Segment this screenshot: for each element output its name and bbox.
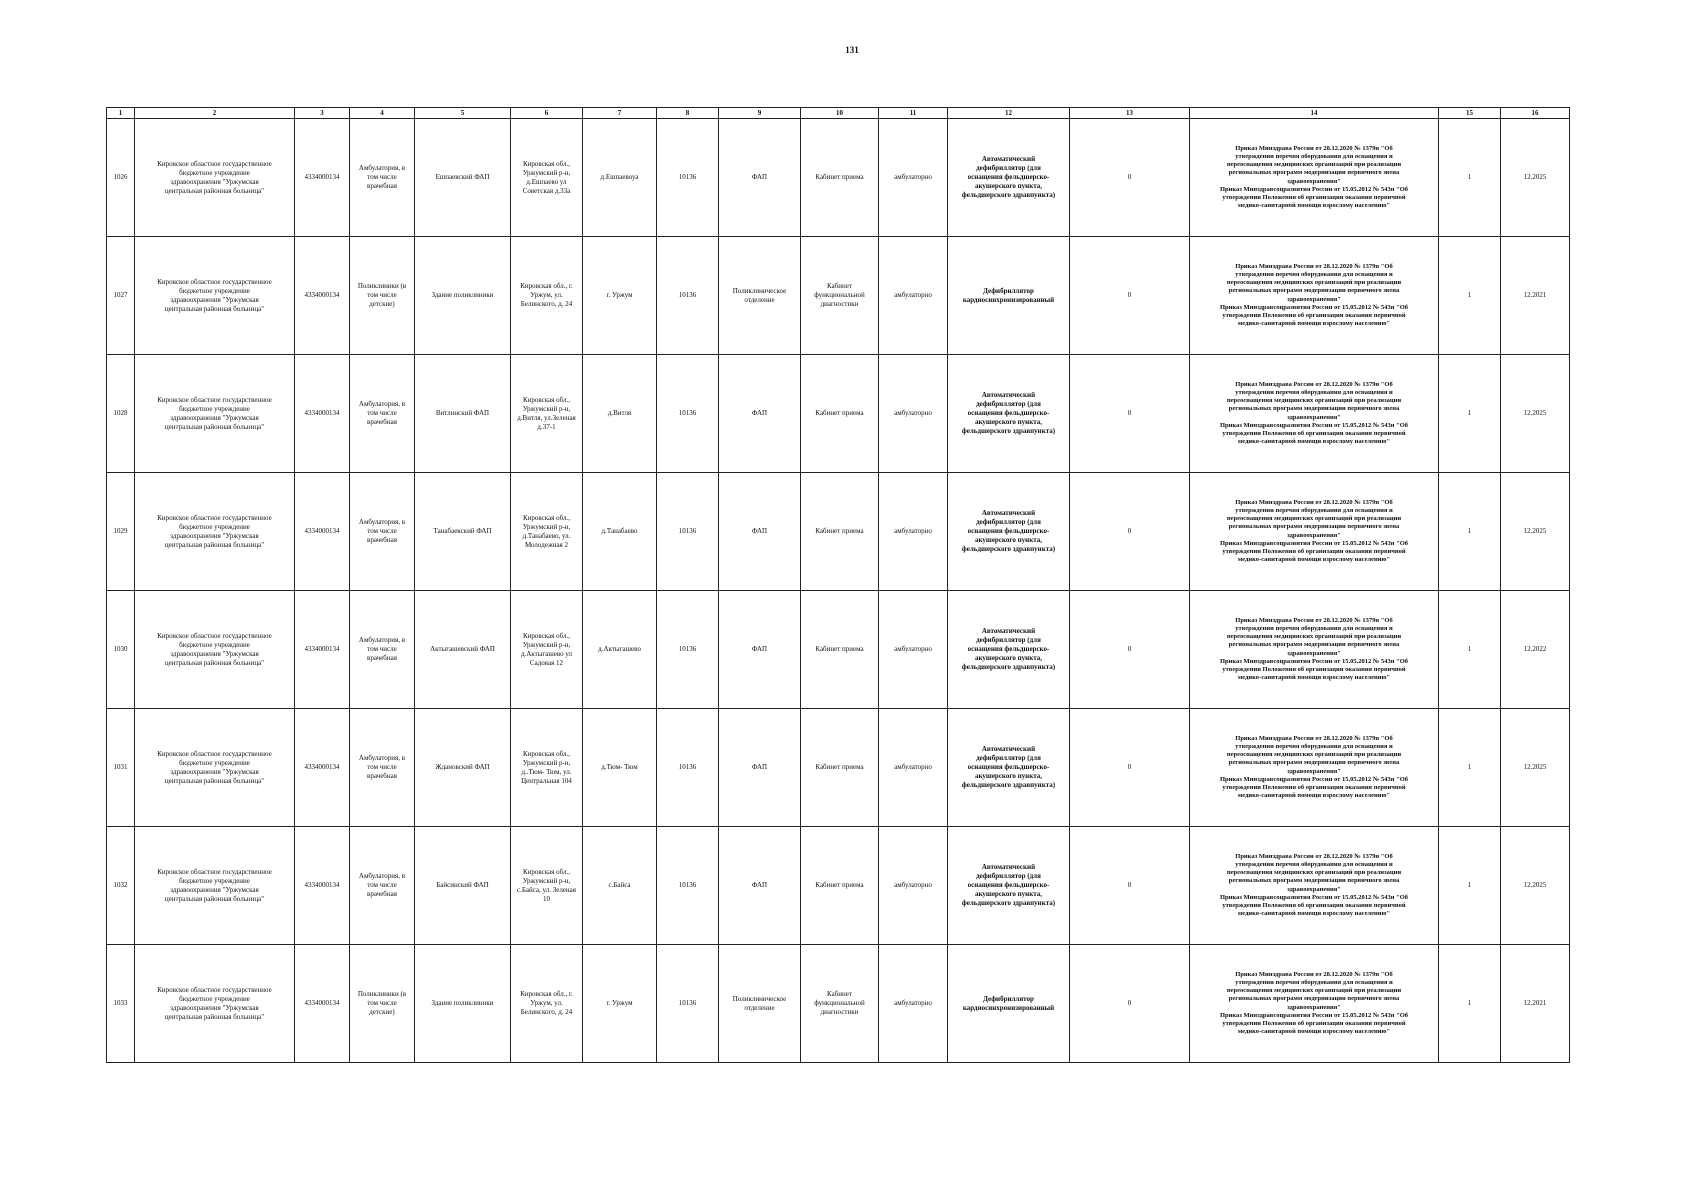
settlement: г. Уржум xyxy=(583,237,657,355)
table-row xyxy=(107,591,1570,709)
row-number: 1027 xyxy=(107,237,135,355)
equipment-name: Автоматический дефибриллятор (для оснащения фельдшерско- акушерского пункта, фельдшерского здравпункта) xyxy=(948,591,1070,709)
inn: 4334000134 xyxy=(295,945,350,1063)
row-number: 1033 xyxy=(107,945,135,1063)
address: Кировская обл., г. Уржум, ул. Белинского, д. 24 xyxy=(511,945,583,1063)
code: 10136 xyxy=(657,945,719,1063)
regulatory-document: Приказ Минздрава России от 28.12.2020 № 1379н "Об утверждении перечня оборудования для оснащения и переоснащения медицинских организаций при реализации региональных программ модернизации первичного звена здравоохранения" Приказ Минздравсоцразвития России от 15.05.2012 № 543н "Об утверждении Положения об организации оказания первичной медико-санитарной помощи взрослому населению" xyxy=(1190,237,1439,355)
settlement: д.Актыгашево xyxy=(583,591,657,709)
department: Поликлиническое отделение xyxy=(719,237,801,355)
facility-type: Амбулатория, в том числе врачебная xyxy=(350,473,415,591)
regulatory-document: Приказ Минздрава России от 28.12.2020 № 1379н "Об утверждении перечня оборудования для оснащения и переоснащения медицинских организаций при реализации региональных программ модернизации первичного звена здравоохранения" Приказ Минздравсоцразвития России от 15.05.2012 № 543н "Об утверждении Положения об организации оказания первичной медико-санитарной помощи взрослому населению" xyxy=(1190,827,1439,945)
required-quantity: 1 xyxy=(1439,237,1501,355)
column-number: 10 xyxy=(801,108,879,119)
table-row xyxy=(107,945,1570,1063)
organization-name: Кировское областное государственное бюджетное учреждение здравоохранения "Уржумская центральная районная больница" xyxy=(135,709,295,827)
care-mode: амбулаторно xyxy=(879,473,948,591)
regulatory-document: Приказ Минздрава России от 28.12.2020 № 1379н "Об утверждении перечня оборудования для оснащения и переоснащения медицинских организаций при реализации региональных программ модернизации первичного звена здравоохранения" Приказ Минздравсоцразвития России от 15.05.2012 № 543н "Об утверждении Положения об организации оказания первичной медико-санитарной помощи взрослому населению" xyxy=(1190,709,1439,827)
room: Кабинет приема xyxy=(801,473,879,591)
equipment-name: Автоматический дефибриллятор (для оснащения фельдшерско- акушерского пункта, фельдшерского здравпункта) xyxy=(948,119,1070,237)
column-number: 11 xyxy=(879,108,948,119)
room: Кабинет функциональной диагностики xyxy=(801,237,879,355)
code: 10136 xyxy=(657,355,719,473)
inn: 4334000134 xyxy=(295,355,350,473)
room: Кабинет приема xyxy=(801,355,879,473)
required-quantity: 1 xyxy=(1439,709,1501,827)
column-number: 7 xyxy=(583,108,657,119)
code: 10136 xyxy=(657,591,719,709)
regulatory-document: Приказ Минздрава России от 28.12.2020 № 1379н "Об утверждении перечня оборудования для оснащения и переоснащения медицинских организаций при реализации региональных программ модернизации первичного звена здравоохранения" Приказ Минздравсоцразвития России от 15.05.2012 № 543н "Об утверждении Положения об организации оказания первичной медико-санитарной помощи взрослому населению" xyxy=(1190,473,1439,591)
department: Поликлиническое отделение xyxy=(719,945,801,1063)
available-quantity: 0 xyxy=(1070,119,1190,237)
regulatory-document: Приказ Минздрава России от 28.12.2020 № 1379н "Об утверждении перечня оборудования для оснащения и переоснащения медицинских организаций при реализации региональных программ модернизации первичного звена здравоохранения" Приказ Минздравсоцразвития России от 15.05.2012 № 543н "Об утверждении Положения об организации оказания первичной медико-санитарной помощи взрослому населению" xyxy=(1190,355,1439,473)
organization-name: Кировское областное государственное бюджетное учреждение здравоохранения "Уржумская центральная районная больница" xyxy=(135,591,295,709)
unit-name: Танабаевский ФАП xyxy=(415,473,511,591)
column-number: 14 xyxy=(1190,108,1439,119)
delivery-date: 12.2022 xyxy=(1501,591,1570,709)
address: Кировская обл., г. Уржум, ул. Белинского, д. 24 xyxy=(511,237,583,355)
settlement: д.Ешпаевоуа xyxy=(583,119,657,237)
unit-name: Байсинский ФАП xyxy=(415,827,511,945)
table-row xyxy=(107,709,1570,827)
column-number: 1 xyxy=(107,108,135,119)
inn: 4334000134 xyxy=(295,827,350,945)
available-quantity: 0 xyxy=(1070,591,1190,709)
code: 10136 xyxy=(657,827,719,945)
settlement: д.Витля xyxy=(583,355,657,473)
address: Кировская обл., Уржумский р-н, д..Тюм- Тюм, ул. Центральная 104 xyxy=(511,709,583,827)
care-mode: амбулаторно xyxy=(879,119,948,237)
settlement: с.Байса xyxy=(583,827,657,945)
room: Кабинет приема xyxy=(801,709,879,827)
code: 10136 xyxy=(657,237,719,355)
care-mode: амбулаторно xyxy=(879,355,948,473)
care-mode: амбулаторно xyxy=(879,827,948,945)
column-number: 8 xyxy=(657,108,719,119)
available-quantity: 0 xyxy=(1070,827,1190,945)
equipment-name: Дефибриллятор кардиосинхронизированный xyxy=(948,945,1070,1063)
facility-type: Амбулатория, в том числе врачебная xyxy=(350,709,415,827)
delivery-date: 12.2025 xyxy=(1501,473,1570,591)
column-number: 3 xyxy=(295,108,350,119)
facility-type: Поликлиники (в том числе детские) xyxy=(350,945,415,1063)
code: 10136 xyxy=(657,709,719,827)
settlement: д.Тюм- Тюм xyxy=(583,709,657,827)
care-mode: амбулаторно xyxy=(879,709,948,827)
column-number: 16 xyxy=(1501,108,1570,119)
row-number: 1032 xyxy=(107,827,135,945)
equipment-name: Автоматический дефибриллятор (для оснащения фельдшерско- акушерского пункта, фельдшерского здравпункта) xyxy=(948,709,1070,827)
required-quantity: 1 xyxy=(1439,945,1501,1063)
room: Кабинет функциональной диагностики xyxy=(801,945,879,1063)
delivery-date: 12.2025 xyxy=(1501,119,1570,237)
settlement: г. Уржум xyxy=(583,945,657,1063)
required-quantity: 1 xyxy=(1439,827,1501,945)
required-quantity: 1 xyxy=(1439,591,1501,709)
column-number: 12 xyxy=(948,108,1070,119)
inn: 4334000134 xyxy=(295,237,350,355)
equipment-table xyxy=(106,107,1570,1063)
row-number: 1026 xyxy=(107,119,135,237)
required-quantity: 1 xyxy=(1439,119,1501,237)
column-number: 5 xyxy=(415,108,511,119)
inn: 4334000134 xyxy=(295,473,350,591)
regulatory-document: Приказ Минздрава России от 28.12.2020 № 1379н "Об утверждении перечня оборудования для оснащения и переоснащения медицинских организаций при реализации региональных программ модернизации первичного звена здравоохранения" Приказ Минздравсоцразвития России от 15.05.2012 № 543н "Об утверждении Положения об организации оказания первичной медико-санитарной помощи взрослому населению" xyxy=(1190,119,1439,237)
delivery-date: 12.2025 xyxy=(1501,827,1570,945)
column-number: 4 xyxy=(350,108,415,119)
unit-name: Ешпаевский ФАП xyxy=(415,119,511,237)
unit-name: Здание поликлиники xyxy=(415,945,511,1063)
care-mode: амбулаторно xyxy=(879,945,948,1063)
inn: 4334000134 xyxy=(295,119,350,237)
column-number-row xyxy=(107,108,1570,119)
department: ФАП xyxy=(719,709,801,827)
address: Кировская обл., Уржумский р-н, д.Витля, ул.Зеленая д.37-1 xyxy=(511,355,583,473)
address: Кировская обл., Уржумский р-н, д.Актыгашево ул Садовая 12 xyxy=(511,591,583,709)
address: Кировская обл., Уржумский р-н, с.Байса, ул. Зеленая 10 xyxy=(511,827,583,945)
regulatory-document: Приказ Минздрава России от 28.12.2020 № 1379н "Об утверждении перечня оборудования для оснащения и переоснащения медицинских организаций при реализации региональных программ модернизации первичного звена здравоохранения" Приказ Минздравсоцразвития России от 15.05.2012 № 543н "Об утверждении Положения об организации оказания первичной медико-санитарной помощи взрослому населению" xyxy=(1190,591,1439,709)
organization-name: Кировское областное государственное бюджетное учреждение здравоохранения "Уржумская центральная районная больница" xyxy=(135,945,295,1063)
inn: 4334000134 xyxy=(295,709,350,827)
column-number: 13 xyxy=(1070,108,1190,119)
table-row xyxy=(107,355,1570,473)
delivery-date: 12.2025 xyxy=(1501,709,1570,827)
page-number: 131 xyxy=(845,45,859,55)
organization-name: Кировское областное государственное бюджетное учреждение здравоохранения "Уржумская центральная районная больница" xyxy=(135,355,295,473)
room: Кабинет приема xyxy=(801,591,879,709)
table-row xyxy=(107,119,1570,237)
column-number: 9 xyxy=(719,108,801,119)
column-number: 2 xyxy=(135,108,295,119)
required-quantity: 1 xyxy=(1439,473,1501,591)
inn: 4334000134 xyxy=(295,591,350,709)
equipment-name: Автоматический дефибриллятор (для оснащения фельдшерско- акушерского пункта, фельдшерского здравпункта) xyxy=(948,827,1070,945)
available-quantity: 0 xyxy=(1070,709,1190,827)
organization-name: Кировское областное государственное бюджетное учреждение здравоохранения "Уржумская центральная районная больница" xyxy=(135,237,295,355)
row-number: 1030 xyxy=(107,591,135,709)
department: ФАП xyxy=(719,119,801,237)
row-number: 1029 xyxy=(107,473,135,591)
care-mode: амбулаторно xyxy=(879,591,948,709)
table-row xyxy=(107,827,1570,945)
settlement: д.Танабаево xyxy=(583,473,657,591)
table-row xyxy=(107,473,1570,591)
equipment-name: Автоматический дефибриллятор (для оснащения фельдшерско- акушерского пункта, фельдшерского здравпункта) xyxy=(948,473,1070,591)
code: 10136 xyxy=(657,473,719,591)
room: Кабинет приема xyxy=(801,119,879,237)
facility-type: Амбулатория, в том числе врачебная xyxy=(350,119,415,237)
unit-name: Актыгашевский ФАП xyxy=(415,591,511,709)
care-mode: амбулаторно xyxy=(879,237,948,355)
room: Кабинет приема xyxy=(801,827,879,945)
regulatory-document: Приказ Минздрава России от 28.12.2020 № 1379н "Об утверждении перечня оборудования для оснащения и переоснащения медицинских организаций при реализации региональных программ модернизации первичного звена здравоохранения" Приказ Минздравсоцразвития России от 15.05.2012 № 543н "Об утверждении Положения об организации оказания первичной медико-санитарной помощи взрослому населению" xyxy=(1190,945,1439,1063)
column-number: 6 xyxy=(511,108,583,119)
department: ФАП xyxy=(719,473,801,591)
address: Кировская обл., Уржумский р-н, д.Ешпаево ул Советская д.33а xyxy=(511,119,583,237)
delivery-date: 12.2021 xyxy=(1501,237,1570,355)
unit-name: Здание поликлиники xyxy=(415,237,511,355)
department: ФАП xyxy=(719,827,801,945)
equipment-name: Дефибриллятор кардиосинхронизированный xyxy=(948,237,1070,355)
facility-type: Амбулатория, в том числе врачебная xyxy=(350,591,415,709)
equipment-name: Автоматический дефибриллятор (для оснащения фельдшерско- акушерского пункта, фельдшерского здравпункта) xyxy=(948,355,1070,473)
delivery-date: 12.2021 xyxy=(1501,945,1570,1063)
available-quantity: 0 xyxy=(1070,473,1190,591)
facility-type: Амбулатория, в том числе врачебная xyxy=(350,355,415,473)
available-quantity: 0 xyxy=(1070,355,1190,473)
organization-name: Кировское областное государственное бюджетное учреждение здравоохранения "Уржумская центральная районная больница" xyxy=(135,473,295,591)
facility-type: Амбулатория, в том числе врачебная xyxy=(350,827,415,945)
row-number: 1031 xyxy=(107,709,135,827)
facility-type: Поликлиники (в том числе детские) xyxy=(350,237,415,355)
table-row xyxy=(107,237,1570,355)
department: ФАП xyxy=(719,355,801,473)
row-number: 1028 xyxy=(107,355,135,473)
unit-name: Ждановский ФАП xyxy=(415,709,511,827)
column-number: 15 xyxy=(1439,108,1501,119)
delivery-date: 12.2025 xyxy=(1501,355,1570,473)
unit-name: Витлинский ФАП xyxy=(415,355,511,473)
organization-name: Кировское областное государственное бюджетное учреждение здравоохранения "Уржумская центральная районная больница" xyxy=(135,827,295,945)
available-quantity: 0 xyxy=(1070,945,1190,1063)
address: Кировская обл., Уржумский р-н, д.Танабаево, ул. Молодежная 2 xyxy=(511,473,583,591)
available-quantity: 0 xyxy=(1070,237,1190,355)
code: 10136 xyxy=(657,119,719,237)
required-quantity: 1 xyxy=(1439,355,1501,473)
department: ФАП xyxy=(719,591,801,709)
organization-name: Кировское областное государственное бюджетное учреждение здравоохранения "Уржумская центральная районная больница" xyxy=(135,119,295,237)
